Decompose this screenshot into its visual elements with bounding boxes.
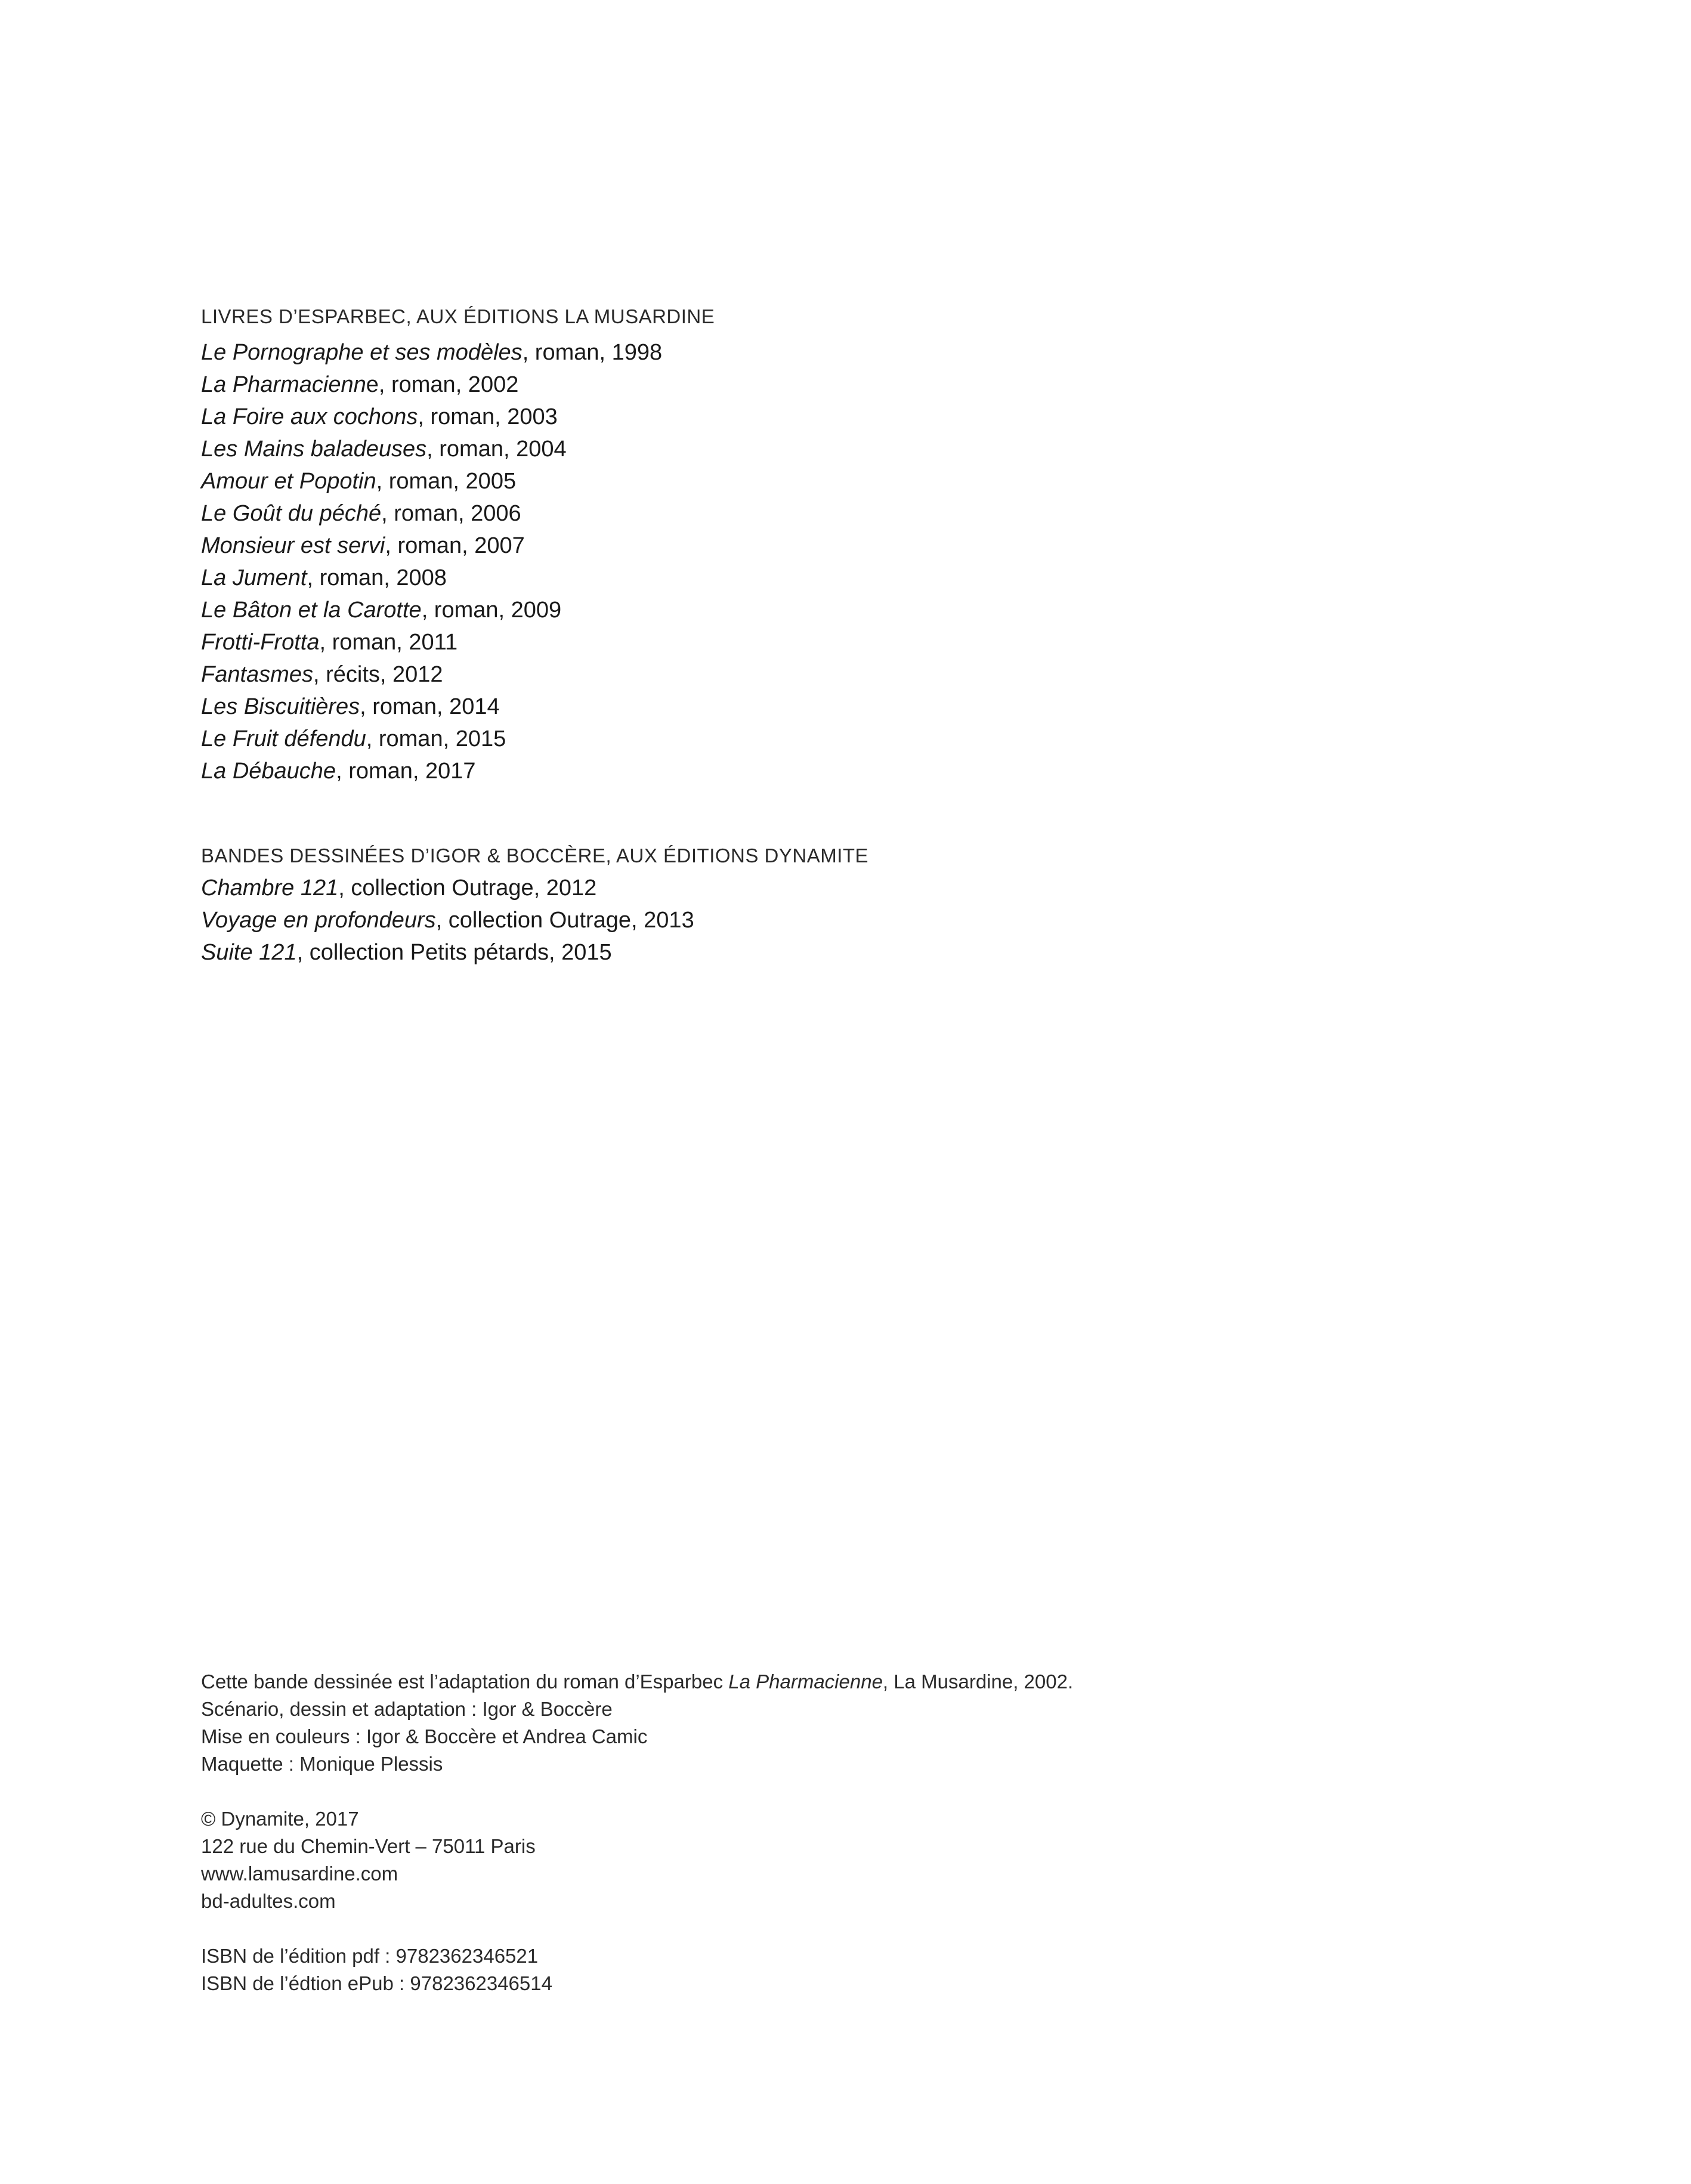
book-details: , roman, 2008 <box>307 565 447 590</box>
book-entry <box>201 369 715 401</box>
book-title: Le Pornographe et ses modèles <box>201 340 523 365</box>
book-entry <box>201 936 868 969</box>
book-title: Monsieur est servi <box>201 533 385 558</box>
book-entry <box>201 904 868 936</box>
book-details: , roman, 2007 <box>385 533 525 558</box>
book-entry <box>201 723 715 755</box>
book-entry <box>201 594 715 626</box>
book-title: La Jument <box>201 565 307 590</box>
book-details: , roman, 1998 <box>522 340 663 365</box>
book-title: Le Fruit défendu <box>201 726 366 751</box>
layout-line: Maquette : Monique Plessis <box>201 1753 443 1775</box>
book-details: , roman, 2003 <box>418 404 558 429</box>
esparbec-book-list <box>201 336 715 787</box>
book-details: , collection Outrage, 2013 <box>435 908 694 933</box>
bd-book-list <box>201 872 868 969</box>
book-title: La Débauche <box>201 759 336 784</box>
book-entry <box>201 497 715 530</box>
book-title: Chambre 121 <box>201 876 339 901</box>
colophon <box>201 1668 1073 1997</box>
book-details: , roman, 2017 <box>336 759 476 784</box>
website-link-bd-adultes[interactable]: bd-adultes.com <box>201 1890 336 1912</box>
bd-heading: BANDES DESSINÉES D’IGOR & BOCCÈRE, AUX ÉDITIONS DYNAMITE <box>201 844 869 867</box>
book-title: Les Mains baladeuses <box>201 437 427 462</box>
website-link-lamusardine[interactable]: www.lamusardine.com <box>201 1863 398 1885</box>
book-details: , roman, 2014 <box>360 694 500 719</box>
book-details: , roman, 2006 <box>381 501 521 526</box>
book-title: Amour et Popotin <box>201 469 376 494</box>
adaptation-suffix: , La Musardine, 2002. <box>882 1671 1074 1693</box>
book-title: La Foire aux cochons <box>201 404 418 429</box>
book-entry <box>201 401 715 433</box>
isbn-pdf-line: ISBN de l’édition pdf : 9782362346521 <box>201 1945 539 1967</box>
book-details: , roman, 2009 <box>421 598 562 623</box>
book-entry <box>201 755 715 787</box>
book-entry <box>201 465 715 497</box>
book-details: , collection Petits pétards, 2015 <box>296 940 612 965</box>
copyright-line: © Dynamite, 2017 <box>201 1808 359 1830</box>
colors-line: Mise en couleurs : Igor & Boccère et Andrea Camic <box>201 1725 648 1747</box>
adaptation-title: La Pharmacienne <box>728 1671 883 1693</box>
book-details: , roman, 2004 <box>426 437 567 462</box>
book-entry <box>201 658 715 691</box>
book-details: , récits, 2012 <box>313 662 443 687</box>
adaptation-prefix: Cette bande dessinée est l’adaptation du roman d’Esparbec <box>201 1671 729 1693</box>
esparbec-heading: LIVRES D’ESPARBEC, AUX ÉDITIONS LA MUSARDINE <box>201 305 715 327</box>
book-title: La Pharmacienn <box>201 372 366 397</box>
book-entry <box>201 562 715 594</box>
book-details: , roman, 2015 <box>366 726 506 751</box>
book-entry <box>201 872 868 904</box>
book-entry <box>201 336 715 369</box>
scenario-line: Scénario, dessin et adaptation : Igor & Boccère <box>201 1698 613 1720</box>
book-details: , roman, 2011 <box>319 630 458 655</box>
book-entry <box>201 626 715 658</box>
book-entry <box>201 530 715 562</box>
book-details: e, roman, 2002 <box>366 372 519 397</box>
book-details: , collection Outrage, 2012 <box>338 876 597 901</box>
book-entry <box>201 691 715 723</box>
book-details: , roman, 2005 <box>376 469 517 494</box>
isbn-epub-line: ISBN de l’édtion ePub : 9782362346514 <box>201 1972 552 1994</box>
book-title: Voyage en profondeurs <box>201 908 436 933</box>
adaptation-line <box>201 1668 1073 1696</box>
book-entry <box>201 433 715 465</box>
book-title: Frotti-Frotta <box>201 630 320 655</box>
bd-books-section <box>201 842 868 969</box>
book-title: Les Biscuitières <box>201 694 360 719</box>
book-title: Fantasmes <box>201 662 313 687</box>
book-title: Suite 121 <box>201 940 297 965</box>
address-line: 122 rue du Chemin-Vert – 75011 Paris <box>201 1835 536 1857</box>
esparbec-books-section <box>201 303 715 787</box>
book-title: Le Goût du péché <box>201 501 382 526</box>
book-title: Le Bâton et la Carotte <box>201 598 422 623</box>
